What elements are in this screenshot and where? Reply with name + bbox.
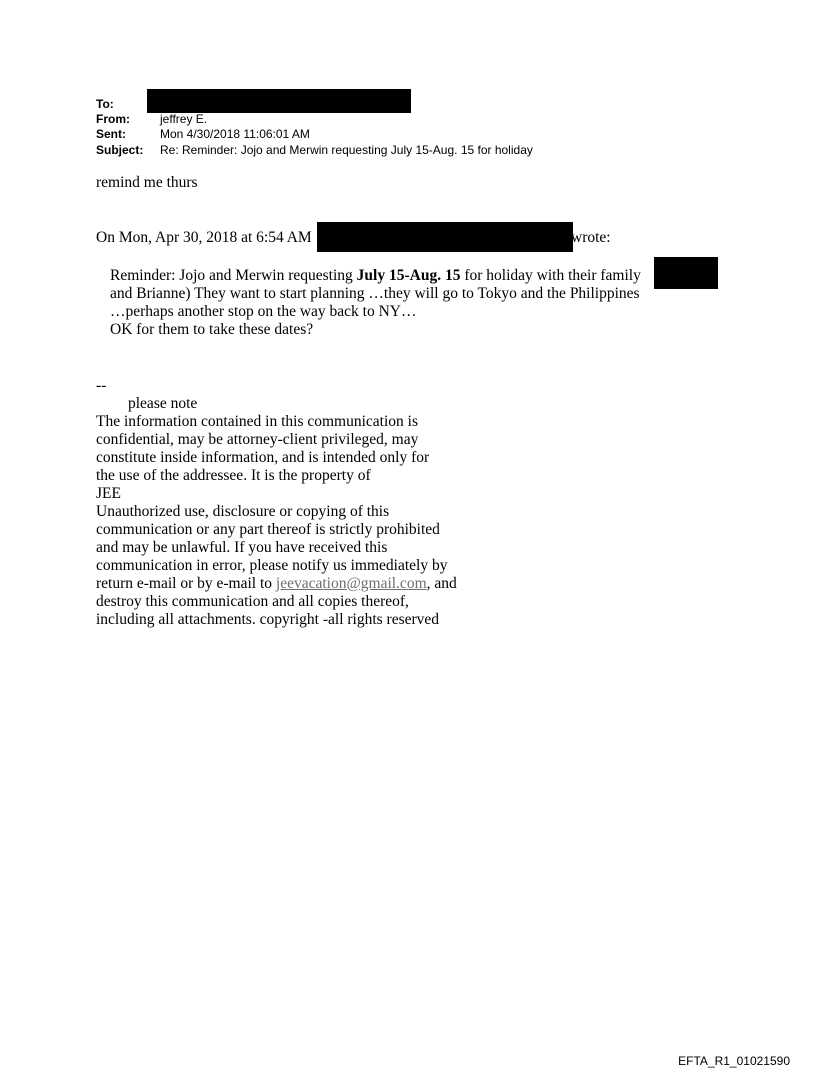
quote-intro-after: wrote:	[571, 229, 611, 246]
quoted-dates: July 15-Aug. 15	[356, 267, 461, 284]
disclaimer-line: communication in error, please notify us immediately by	[96, 557, 448, 574]
disclaimer-line: Unauthorized use, disclosure or copying of this	[96, 503, 390, 520]
sent-value: Mon 4/30/2018 11:06:01 AM	[160, 127, 310, 141]
to-label: To:	[96, 97, 114, 111]
reply-text: remind me thurs	[96, 174, 198, 191]
disclaimer-line: and may be unlawful. If you have received this	[96, 539, 388, 556]
quote-intro-before: On Mon, Apr 30, 2018 at 6:54 AM	[96, 229, 312, 246]
disclaimer-line: confidential, may be attorney-client privileged, may	[96, 431, 419, 448]
quoted-line-3: …perhaps another stop on the way back to NY…	[110, 303, 417, 320]
disclaimer-line: communication or any part thereof is strictly prohibited	[96, 521, 440, 538]
disclaimer-line: constitute inside information, and is intended only for	[96, 449, 430, 466]
quoted-line-1	[110, 267, 641, 285]
quoted-line-4: OK for them to take these dates?	[110, 321, 314, 338]
disclaimer-line: including all attachments. copyright -all rights reserved	[96, 611, 440, 628]
from-label: From:	[96, 112, 130, 126]
signature-separator: --	[96, 377, 107, 394]
document-id: EFTA_R1_01021590	[678, 1054, 790, 1068]
disclaimer-email-line	[96, 575, 457, 593]
from-value: jeffrey E.	[160, 112, 208, 126]
email-line-post: , and	[426, 575, 457, 592]
redaction-box-sender	[317, 222, 573, 252]
quoted-line-1-pre: Reminder: Jojo and Merwin requesting	[110, 267, 357, 284]
disclaimer-line: the use of the addressee. It is the property of	[96, 467, 371, 484]
quoted-line-2: and Brianne) They want to start planning …they will go to Tokyo and the Philippines	[110, 285, 640, 302]
disclaimer-line: The information contained in this communication is	[96, 413, 418, 430]
redaction-box-family	[654, 257, 718, 289]
disclaimer-line: JEE	[96, 485, 121, 502]
disclaimer-line: destroy this communication and all copies thereof,	[96, 593, 409, 610]
sent-label: Sent:	[96, 127, 126, 141]
subject-label: Subject:	[96, 143, 144, 157]
email-line-pre: return e-mail or by e-mail to	[96, 575, 276, 592]
note-heading: please note	[128, 395, 198, 412]
email-link[interactable]: jeevacation@gmail.com	[275, 575, 427, 592]
quoted-line-1-post: for holiday with their family	[460, 267, 641, 284]
subject-value: Re: Reminder: Jojo and Merwin requesting July 15-Aug. 15 for holiday	[160, 143, 533, 157]
redaction-box-to	[147, 89, 411, 113]
